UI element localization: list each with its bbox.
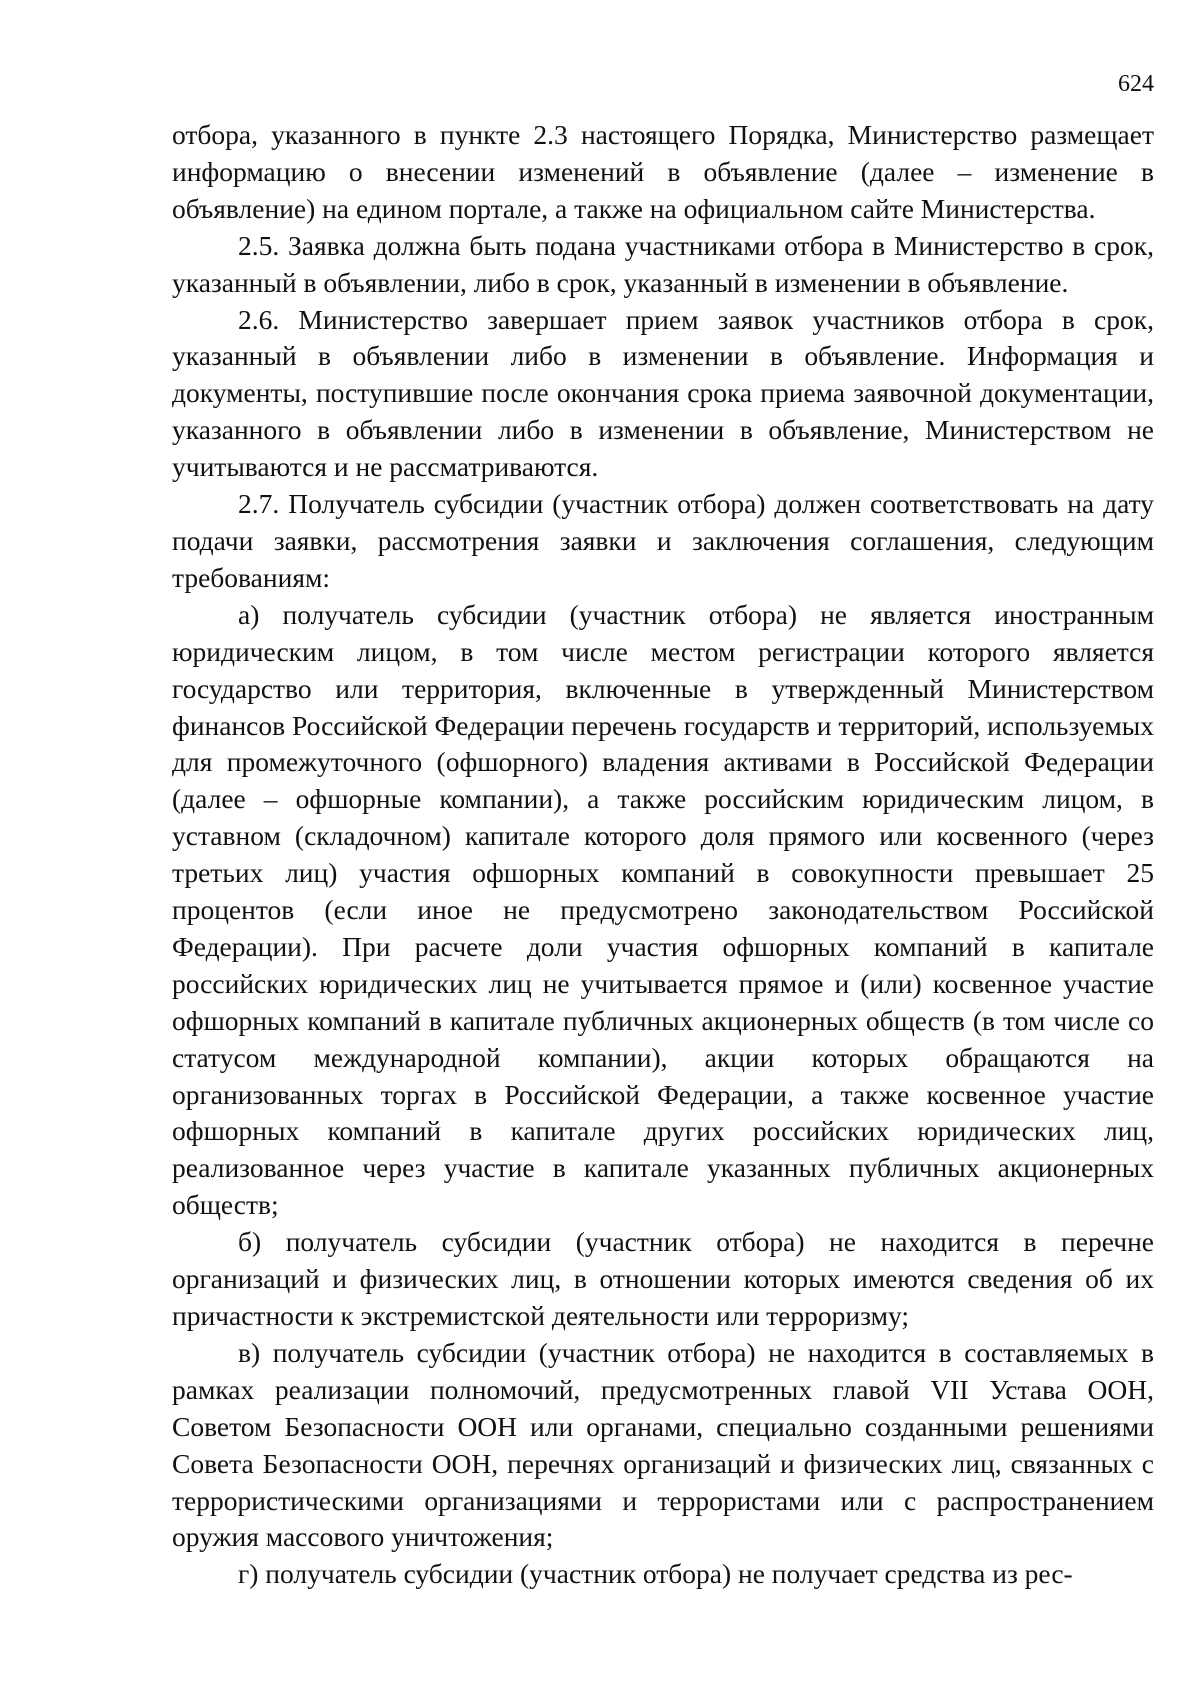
paragraph-continuation: отбора, указанного в пункте 2.3 настоящего Порядка, Министерство размещает информацию о внесении изменений в объявление (далее – изменение в объявление) на едином портале, а также на официальном сайте Министерства. bbox=[172, 119, 1154, 224]
paragraph-clause-2-5: 2.5. Заявка должна быть подана участниками отбора в Министерство в срок, указанный в объявлении, либо в срок, указанный в изменении в объявление. bbox=[172, 229, 1154, 298]
paragraph-item-g: г) получатель субсидии (участник отбора) не получает средства из рес- bbox=[238, 1558, 1073, 1590]
paragraph-clause-2-7: 2.7. Получатель субсидии (участник отбора) должен соответствовать на дату подачи заявки, рассмотрения заявки и заключения соглашения, следующим требованиям: bbox=[172, 488, 1154, 593]
document-body bbox=[172, 117, 1154, 1593]
paragraph-item-a: а) получатель субсидии (участник отбора) не является иностранным юридическим лицом, в том числе местом регистрации которого является государство или территория, включенные в утвержденный Министерством финансов Российской Федерации перечень государств и территорий, используемых для промежуточного (офшорного) владения активами в Российской Федерации (далее – офшорные компании), а также российским юридическим лицом, в уставном (складочном) капитале которого доля прямого или косвенного (через третьих лиц) участия офшорных компаний в совокупности превышает 25 процентов (если иное не предусмотрено законодательством Российской Федерации). При расчете доли участия офшорных компаний в капитале российских юридических лиц не учитывается прямое и (или) косвенное участие офшорных компаний в капитале публичных акционерных обществ (в том числе со статусом международной компании), акции которых обращаются на организованных торгах в Российской Федерации, а также косвенное участие офшорных компаний в капитале других российских юридических лиц, реализованное через участие в капитале указанных публичных акционерных обществ; bbox=[172, 598, 1154, 1221]
page-number: 624 bbox=[1118, 71, 1154, 97]
paragraph-item-b: б) получатель субсидии (участник отбора) не находится в перечне организаций и физических лиц, в отношении которых имеются сведения об их причастности к экстремистской деятельности или терроризму; bbox=[172, 1226, 1154, 1331]
paragraph-item-v: в) получатель субсидии (участник отбора) не находится в составляемых в рамках реализации полномочий, предусмотренных главой VII Устава ООН, Советом Безопасности ООН или органами, специально созданными решениями Совета Безопасности ООН, перечнях организаций и физических лиц, связанных с террористическими организациями и террористами или с распространением оружия массового уничтожения; bbox=[172, 1336, 1154, 1553]
paragraph-clause-2-6: 2.6. Министерство завершает прием заявок участников отбора в срок, указанный в объявлении либо в изменении в объявление. Информация и документы, поступившие после окончания срока приема заявочной документации, указанного в объявлении либо в изменении в объявление, Министерством не учитываются и не рассматриваются. bbox=[172, 303, 1154, 483]
